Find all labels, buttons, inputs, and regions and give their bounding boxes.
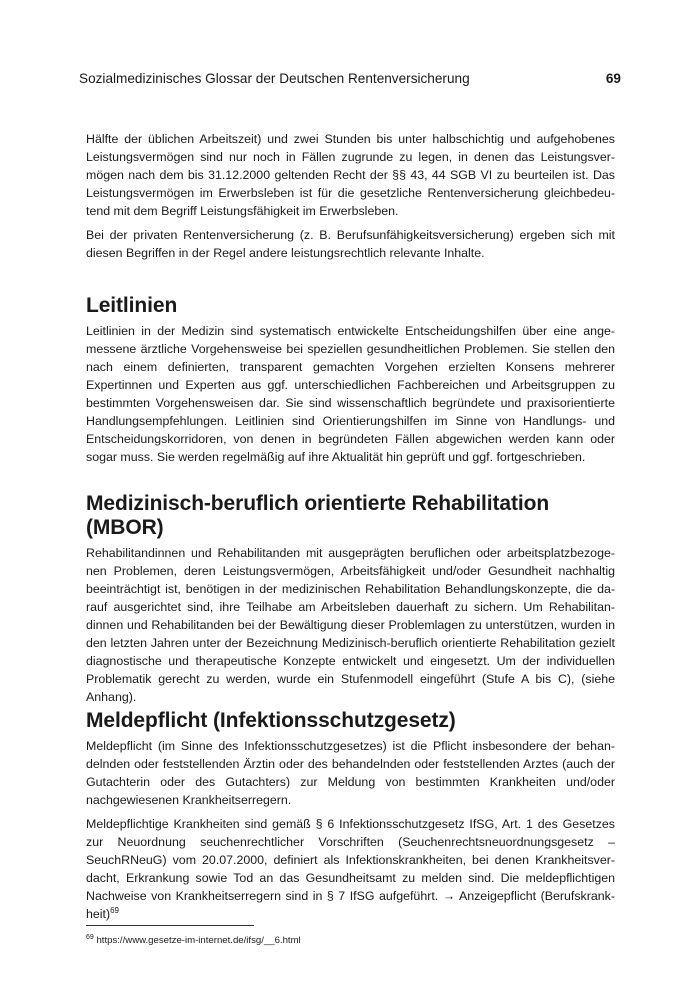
meldepflicht-paragraph-1: Meldepflicht (im Sinne des Infektionsschutzgesetzes) ist die Pflicht insbesondere der behandelnden oder feststellenden Ärztin oder des behandelnden oder feststellenden Arztes (auch der Gutachterin oder des Gutachters) zur Meldung von bestimmten Krankheiten und/oder nachgewiesenen Krankheitserregern. [86, 739, 615, 807]
footnote [86, 935, 301, 947]
mbor-paragraph: Rehabilitandinnen und Rehabilitanden mit ausgeprägten beruflichen oder arbeitsplatzbezogenen Problemen, deren Leistungsvermögen, Arbeitsfähigkeit und/oder Gesundheit nachhaltig beeinträchtigt ist, benötigen in der medizinischen Rehabilitation Behandlungskonzepte, die darauf ausgerichtet sind, ihre Teilhabe am Arbeitsleben dauerhaft zu sichern. Um Rehabilitandinnen und Rehabilitanden bei der Bewältigung dieser Problemlagen zu unterstützen, wurden in den letzten Jahren unter der Bezeichnung Medizinisch-beruflich orientierte Rehabilitation gezielt diagnostische und therapeutische Konzepte entwickelt und eingesetzt. Um der individuellen Problematik gerecht zu werden, wurde ein Stufenmodell eingeführt (Stufe A bis C), (siehe Anhang). [86, 546, 615, 704]
leitlinien-paragraph: Leitlinien in der Medizin sind systematisch entwickelte Entscheidungshilfen über eine angemessene ärztliche Vorgehensweise bei speziellen gesundheitlichen Problemen. Sie stellen den nach einem definierten, transparent gemachten Vorgehen erzielten Konsens mehrerer Expertinnen und Experten aus ggf. unterschiedlichen Fachbereichen und Arbeitsgruppen zu bestimmten Vorgehensweisen dar. Sie sind wissenschaftlich begründete und praxisorientierte Handlungsempfehlungen. Leitlinien sind Orientierungshilfen im Sinne von Handlungs- und Entscheidungskorridoren, von denen in begründeten Fällen abgewichen werden kann oder sogar muss. Sie werden regelmäßig auf ihre Aktualität hin geprüft und ggf. fortgeschrieben. [86, 324, 615, 464]
meldepflicht-paragraph-2-text: Meldepflichtige Krankheiten sind gemäß § 6 Infektionsschutzgesetz IfSG, Art. 1 des Gesetzes zur Neuordnung seuchenrechtlicher Vorschriften (Seuchenrechtsneuordnungsgesetz – SeuchRNeuG) vom 20.07.2000, definiert als Infektionskrankheiten, bei denen Krankheitsverdacht, Erkrankung sowie Tod an das Gesundheitsamt zu melden sind. Die meldepflichtigen Nachweise von Krankheitserregern sind in § 7 IfSG aufgeführt. → Anzeigepflicht (Berufskrankheit) [86, 817, 615, 921]
page-number: 69 [605, 71, 621, 86]
intro-paragraph-1: Hälfte der üblichen Arbeitszeit) und zwei Stunden bis unter halbschichtig und aufgehobenes Leistungsvermögen sind nur noch in Fällen zugrunde zu legen, in denen das Leistungsvermögen nach dem bis 31.12.2000 geltenden Recht der §§ 43, 44 SGB VI zu beurteilen ist. Das Leistungsvermögen im Erwerbsleben ist für die gesetzliche Rentenversicherung gleichbedeutend mit dem Begriff Leistungsfähigkeit im Erwerbsleben. [86, 132, 615, 218]
heading-leitlinien: Leitlinien [86, 294, 178, 317]
footnote-number: 69 [86, 933, 94, 941]
meldepflicht-paragraph-2 [86, 815, 615, 923]
footnote-link[interactable]: https://www.gesetze-im-internet.de/ifsg/__6.html [96, 935, 301, 946]
footnote-reference[interactable]: 69 [110, 905, 120, 915]
footnote-divider [86, 925, 254, 926]
section-meldepflicht [86, 709, 615, 923]
intro-paragraph-2: Bei der privaten Rentenversicherung (z. B. Berufsunfähigkeitsversicherung) ergeben sich mit diesen Begriffen in der Regel andere leistungsrechtlich relevante Inhalte. [86, 228, 615, 260]
running-header [79, 70, 621, 92]
intro-section [86, 130, 615, 262]
section-leitlinien [86, 294, 615, 466]
header-title: Sozialmedizinisches Glossar der Deutschen Rentenversicherung [79, 71, 470, 86]
heading-meldepflicht: Meldepflicht (Infektionsschutzgesetz) [86, 709, 456, 732]
heading-mbor: Medizinisch-beruflich orientierte Rehabilitation (MBOR) [86, 492, 550, 539]
section-mbor [86, 492, 615, 706]
